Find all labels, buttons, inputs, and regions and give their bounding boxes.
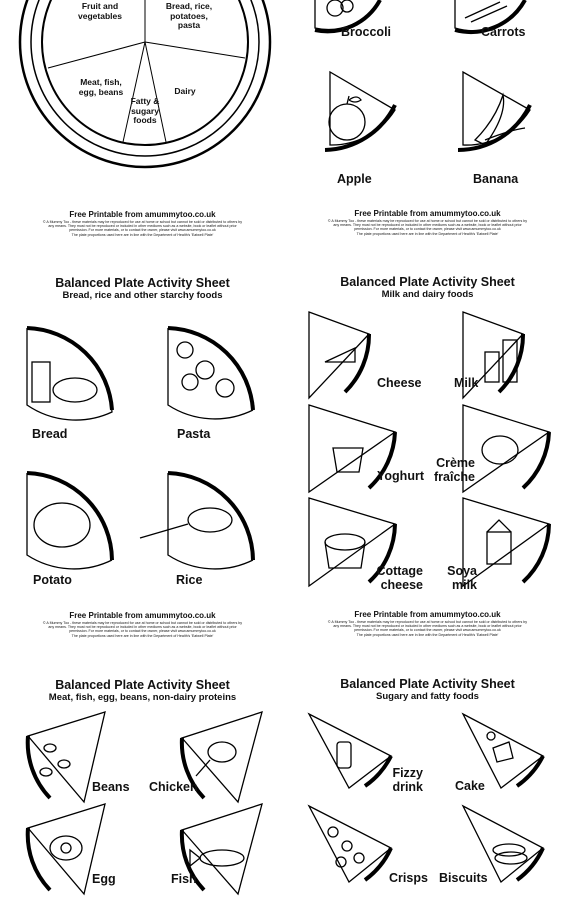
sheet-subtitle: Meat, fish, egg, beans, non-dairy proteins [48, 692, 237, 703]
footer-disclaimer: © A Mummy Too - these materials may be reproduced for use at home or school but cannot be sold or distributed to others by any means. They must not be reproduced or included in other mediums such as a website, book or leaflet without prior permission. For more materials, or to contact the owner, please visit www.amummytoo.co.uk The plate proportions used here are in line with the Department of Health's 'Eatwell Plate' [327, 620, 528, 637]
item-label: Bread [32, 427, 68, 441]
protein-sheet [0, 672, 285, 900]
item-label: Fizzy drink [392, 766, 423, 794]
dairy-illustrations [285, 270, 570, 600]
segment-sugary: Fatty & sugary foods [130, 96, 160, 125]
footer-title: Free Printable from amummytoo.co.uk [69, 611, 216, 620]
food-wheel-panel [0, 0, 285, 300]
item-label: Broccoli [341, 25, 392, 39]
item-label: Crisps [389, 871, 428, 885]
item-label: Fish [171, 872, 197, 886]
sugary-illustrations [285, 672, 570, 900]
item-label: Cheese [377, 376, 422, 390]
footer [0, 611, 285, 638]
item-label: Cottage cheese [376, 564, 423, 592]
protein-illustrations [0, 672, 285, 900]
dairy-sheet [285, 270, 570, 592]
footer-title: Free Printable from amummytoo.co.uk [354, 610, 501, 619]
sugary-sheet [285, 672, 570, 900]
item-label: Egg [92, 872, 116, 886]
sheet-title: Balanced Plate Activity Sheet [55, 678, 230, 692]
item-label: Rice [176, 573, 203, 587]
item-label: Apple [337, 172, 372, 186]
segment-dairy: Dairy [174, 86, 196, 96]
item-label: Biscuits [439, 871, 488, 885]
segment-protein: Meat, fish, egg, beans [78, 77, 124, 97]
item-label: Crème fraîche [434, 456, 475, 484]
item-label: Beans [92, 780, 130, 794]
item-label: Yoghurt [377, 469, 424, 483]
footer-title: Free Printable from amummytoo.co.uk [354, 209, 501, 218]
item-label: Chicken [149, 780, 198, 794]
footer-disclaimer: © A Mummy Too - these materials may be reproduced for use at home or school but cannot be sold or distributed to others by any means. They must not be reproduced or included in other mediums such as a website, book or leaflet without prior permission. For more materials, or to contact the owner, please visit www.amummytoo.co.uk The plate proportions used here are in line with the Department of Health's 'Eatwell Plate' [42, 220, 243, 237]
footer-disclaimer: © A Mummy Too - these materials may be reproduced for use at home or school but cannot be sold or distributed to others by any means. They must not be reproduced or included in other mediums such as a website, book or leaflet without prior permission. For more materials, or to contact the owner, please visit www.amummytoo.co.uk The plate proportions used here are in line with the Department of Health's 'Eatwell Plate' [327, 219, 528, 236]
footer-title: Free Printable from amummytoo.co.uk [69, 210, 216, 219]
sheet-title: Balanced Plate Activity Sheet [340, 275, 515, 289]
sheet-title: Balanced Plate Activity Sheet [55, 276, 230, 290]
item-label: Soya milk [447, 564, 477, 592]
segment-starchy: Bread, rice, potatoes, pasta [165, 1, 213, 30]
item-label: Cake [455, 779, 485, 793]
fruit-veg-illustrations [285, 0, 570, 200]
footer [0, 210, 285, 237]
item-label: Pasta [177, 427, 211, 441]
item-label: Potato [33, 573, 72, 587]
footer-disclaimer: © A Mummy Too - these materials may be reproduced for use at home or school but cannot be sold or distributed to others by any means. They must not be reproduced or included in other mediums such as a website, book or leaflet without prior permission. For more materials, or to contact the owner, please visit www.amummytoo.co.uk The plate proportions used here are in line with the Department of Health's 'Eatwell Plate' [42, 621, 243, 638]
item-label: Carrots [481, 25, 526, 39]
starchy-sheet [0, 270, 285, 587]
sheet-subtitle: Bread, rice and other starchy foods [62, 290, 223, 301]
item-label: Banana [473, 172, 519, 186]
fruit-veg-sheet [285, 0, 570, 300]
footer [285, 610, 570, 637]
segment-fruit-veg: Fruit and vegetables [78, 1, 122, 21]
sheet-title: Balanced Plate Activity Sheet [340, 677, 515, 691]
sheet-subtitle: Milk and dairy foods [381, 289, 474, 300]
sheet-subtitle: Sugary and fatty foods [376, 691, 479, 702]
item-label: Milk [454, 376, 479, 390]
footer [285, 209, 570, 236]
